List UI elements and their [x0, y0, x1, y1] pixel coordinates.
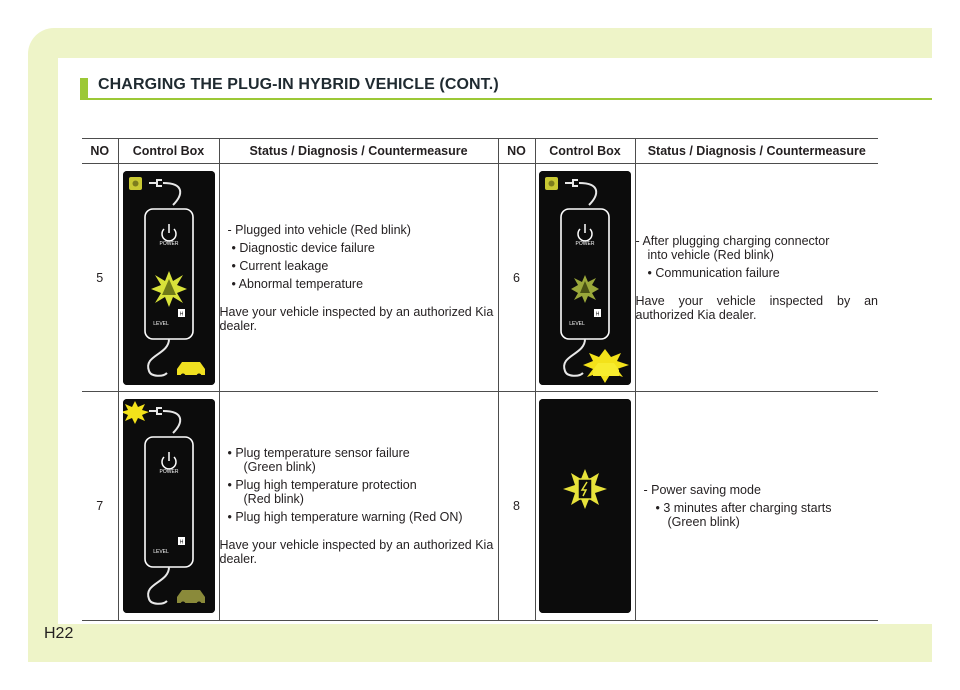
- page-number: H22: [44, 625, 74, 642]
- col-header-no: NO: [498, 139, 535, 164]
- control-box-cell: [535, 164, 635, 392]
- power-label: POWER: [575, 240, 595, 247]
- control-box-image: [123, 399, 215, 613]
- status-cell: - Plugged into vehicle (Red blink) • Diagnostic device failure • Current leakage • Abnormal temperature Have your vehicle inspected by an authorized Kia dealer.: [219, 164, 498, 392]
- heading-underline: [80, 98, 932, 100]
- svg-text:H: H: [179, 539, 183, 546]
- col-header-control-box: Control Box: [118, 139, 219, 164]
- col-header-status: Status / Diagnosis / Countermeasure: [219, 139, 498, 164]
- row-number: 6: [498, 164, 535, 392]
- control-box-image: [539, 171, 631, 385]
- level-label: LEVEL: [152, 320, 169, 327]
- col-header-no: NO: [82, 139, 118, 164]
- svg-text:H: H: [595, 311, 600, 317]
- control-box-image: [539, 399, 631, 613]
- row-number: 5: [82, 164, 118, 392]
- row-number: 7: [82, 392, 118, 621]
- level-label: LEVEL: [152, 549, 169, 555]
- control-box-table: [82, 138, 878, 621]
- control-box-cell: [535, 392, 635, 621]
- car-icon: [593, 363, 619, 376]
- status-cell: - Power saving mode • 3 minutes after charging starts (Green blink): [635, 392, 878, 621]
- control-box-cell: [118, 392, 219, 621]
- table-row: [82, 392, 878, 621]
- table-header-row: [82, 139, 878, 164]
- status-cell: - After plugging charging connector into vehicle (Red blink) • Communication failure Have your vehicle inspected by an authorized Kia dealer.: [635, 164, 878, 392]
- level-label: LEVEL: [569, 320, 585, 327]
- power-label: POWER: [159, 240, 178, 247]
- control-box-image: [123, 171, 215, 385]
- car-icon: [177, 590, 205, 603]
- svg-text:H: H: [179, 311, 183, 317]
- heading-accent-bar: [80, 78, 88, 98]
- col-header-control-box: Control Box: [535, 139, 635, 164]
- col-header-status: Status / Diagnosis / Countermeasure: [635, 139, 878, 164]
- row-number: 8: [498, 392, 535, 621]
- table-row: [82, 164, 878, 392]
- control-box-cell: [118, 164, 219, 392]
- power-label: POWER: [159, 469, 178, 475]
- section-heading: CHARGING THE PLUG-IN HYBRID VEHICLE (CONT.): [98, 76, 499, 93]
- status-cell: • Plug temperature sensor failure (Green blink) • Plug high temperature protection (Red blink) • Plug high temperature warning (Red ON) Have your vehicle inspected by an authorized Kia dealer.: [219, 392, 498, 621]
- car-icon: [177, 362, 205, 375]
